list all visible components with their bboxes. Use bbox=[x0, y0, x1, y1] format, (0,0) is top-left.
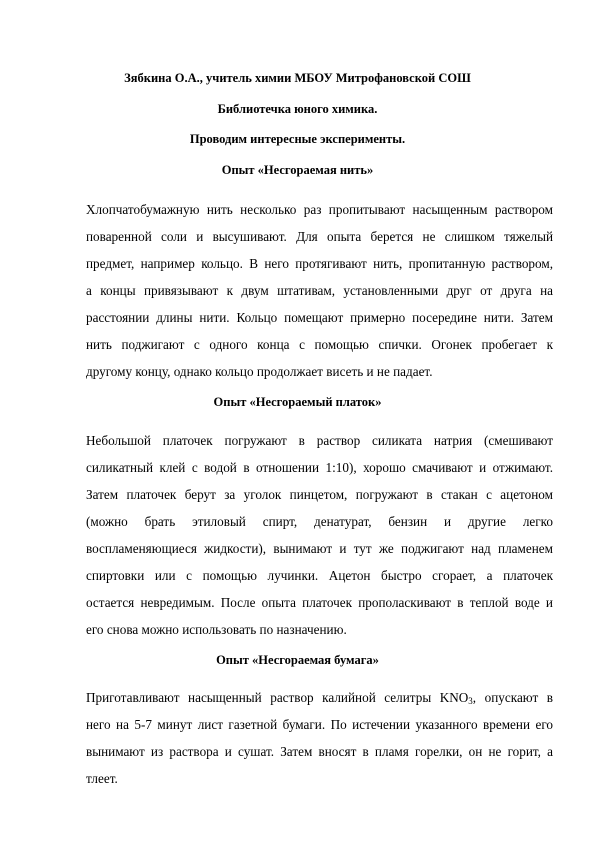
page-subtitle: Проводим интересные эксперименты. bbox=[189, 132, 406, 146]
paragraph-line: спиртовки или с помощью лучинки. Ацетон быстро сгорает, а платочек bbox=[86, 568, 553, 583]
author-line: Зябкина О.А., учитель химии МБОУ Митрофановской СОШ bbox=[124, 71, 471, 85]
experiment-3-text bbox=[86, 684, 553, 792]
series-title: Библиотечка юного химика. bbox=[217, 102, 378, 116]
formula-subscript: 3 bbox=[468, 696, 473, 706]
experiment-2-text bbox=[86, 427, 553, 643]
formula-tail-text: , опускают в bbox=[472, 690, 554, 705]
paragraph-line: предмет, например кольцо. В него протягивают нить, пропитанную раствором, bbox=[86, 256, 553, 271]
paragraph-line: тлеет. bbox=[86, 771, 118, 786]
experiment-1-title: Опыт «Несгораемая нить» bbox=[221, 163, 374, 177]
paragraph-line: него на 5-7 минут лист газетной бумаги. По истечении указанного времени его bbox=[86, 717, 553, 732]
paragraph-line: его снова можно использовать по назначению. bbox=[86, 622, 347, 637]
paragraph-line: поваренной соли и высушивают. Для опыта берется не слишком тяжелый bbox=[86, 229, 553, 244]
paragraph-line: другому концу, однако кольцо продолжает висеть и не падает. bbox=[86, 364, 433, 379]
paragraph-line: (можно брать этиловый спирт, денатурат, бензин и другие легко bbox=[86, 514, 553, 529]
paragraph-line: воспламеняющиеся жидкости), вынимают и тут же поджигают над пламенем bbox=[86, 541, 553, 556]
paragraph-line: а концы привязывают к двум штативам, установленными друг от друга на bbox=[86, 283, 553, 298]
experiment-3-title: Опыт «Несгораемая бумага» bbox=[216, 653, 379, 667]
paragraph-line bbox=[86, 684, 553, 711]
paragraph-line: Затем платочек берут за уголок пинцетом, погружают в стакан с ацетоном bbox=[86, 487, 553, 502]
paragraph-line: Хлопчатобумажную нить несколько раз пропитывают насыщенным раствором bbox=[86, 202, 553, 217]
paragraph-line: нить поджигают с одного конца с помощью спички. Огонек пробегает к bbox=[86, 337, 553, 352]
paragraph-line: расстоянии длины нити. Кольцо помещают примерно посередине нити. Затем bbox=[86, 310, 553, 325]
paragraph-line: Небольшой платочек погружают в раствор силиката натрия (смешивают bbox=[86, 433, 553, 448]
paragraph-line: вынимают из раствора и сушат. Затем вносят в пламя горелки, он не горит, а bbox=[86, 744, 553, 759]
paragraph-line: силикатный клей с водой в отношении 1:10), хорошо смачивают и отжимают. bbox=[86, 460, 553, 475]
formula-lead-text: Приготавливают насыщенный раствор калийной селитры KNO bbox=[86, 690, 469, 705]
experiment-2-title: Опыт «Несгораемый платок» bbox=[213, 395, 382, 409]
experiment-1-text bbox=[86, 196, 553, 385]
paragraph-line: остается невредимым. После опыта платочек прополаскивают в теплой воде и bbox=[86, 595, 553, 610]
